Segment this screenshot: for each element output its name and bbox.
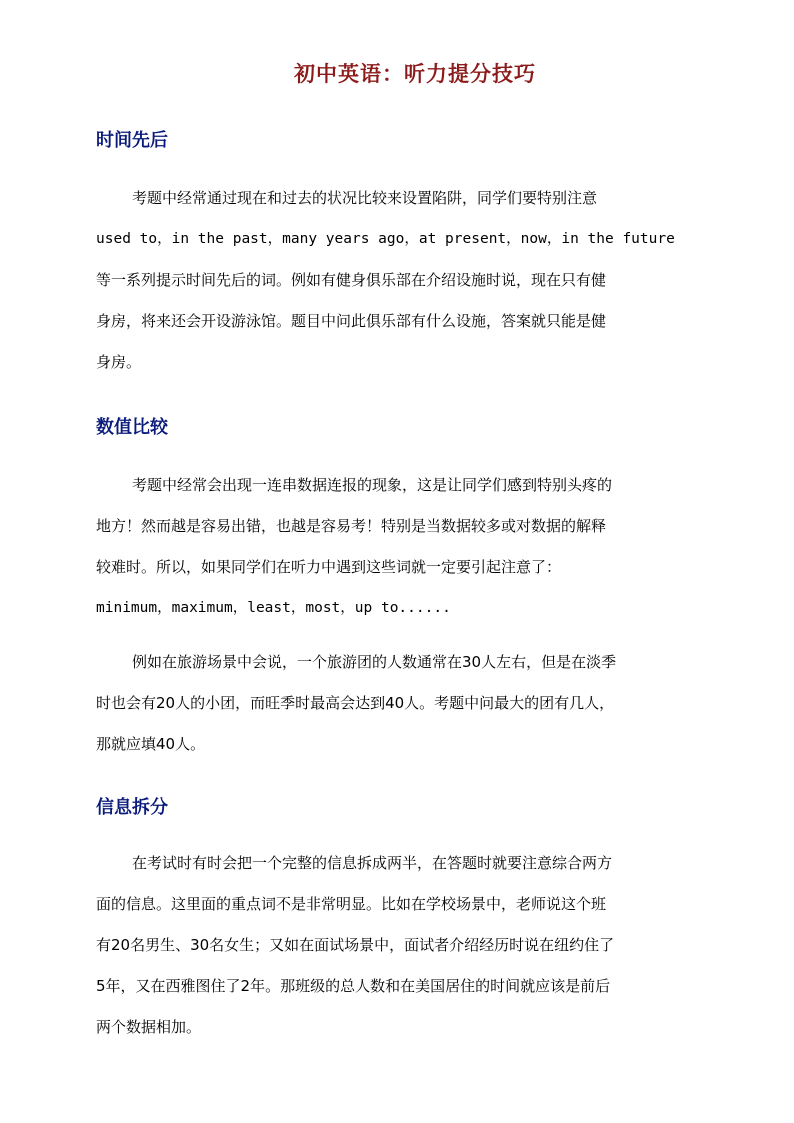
paragraph-line: 面的信息。这里面的重点词不是非常明显。比如在学校场景中，老师说这个班 [96,895,607,913]
paragraph-line: 5年，又在西雅图住了2年。那班级的总人数和在美国居住的时间就应该是前后 [96,977,611,995]
paragraph-line: 地方！然而越是容易出错，也越是容易考！特别是当数据较多或对数据的解释 [96,517,607,535]
paragraph-line: 考题中经常会出现一连串数据连报的现象，这是让同学们感到特别头疼的 [132,476,613,494]
paragraph-time-order [96,178,736,383]
paragraph-line: 时也会有20人的小团，而旺季时最高会达到40人。考题中问最大的团有几人， [96,694,615,712]
paragraph-line: 那就应填40人。 [96,735,206,753]
paragraph-line: 等一系列提示时间先后的词。例如有健身俱乐部在介绍设施时说，现在只有健 [96,271,607,289]
document-title: 初中英语：听力提分技巧 [294,61,536,86]
paragraph-line: 考题中经常通过现在和过去的状况比较来设置陷阱，同学们要特别注意 [132,189,598,207]
paragraph-info-split [96,843,736,1048]
paragraph-line: minimum，maximum，least，most，up to...... [96,600,451,616]
paragraph-number-comparison-1 [96,465,736,629]
paragraph-line: 较难时。所以，如果同学们在听力中遇到这些词就一定要引起注意了： [96,558,562,576]
paragraph-line: 有20名男生、30名女生；又如在面试场景中，面试者介绍经历时说在纽约住了 [96,936,615,954]
section-heading-info-split: 信息拆分 [96,797,168,818]
paragraph-line: 在考试时有时会把一个完整的信息拆成两半，在答题时就要注意综合两方 [132,854,613,872]
paragraph-line: 身房。 [96,353,142,371]
paragraph-line: 两个数据相加。 [96,1018,202,1036]
paragraph-line: 身房，将来还会开设游泳馆。题目中问此俱乐部有什么设施，答案就只能是健 [96,312,607,330]
paragraph-line: used to，in the past，many years ago，at present，now，in the future [96,231,675,247]
section-heading-time-order: 时间先后 [96,130,168,151]
paragraph-line: 例如在旅游场景中会说，一个旅游团的人数通常在30人左右，但是在淡季 [132,653,617,671]
section-heading-number-comparison: 数值比较 [96,417,168,438]
paragraph-number-comparison-2 [96,642,736,765]
